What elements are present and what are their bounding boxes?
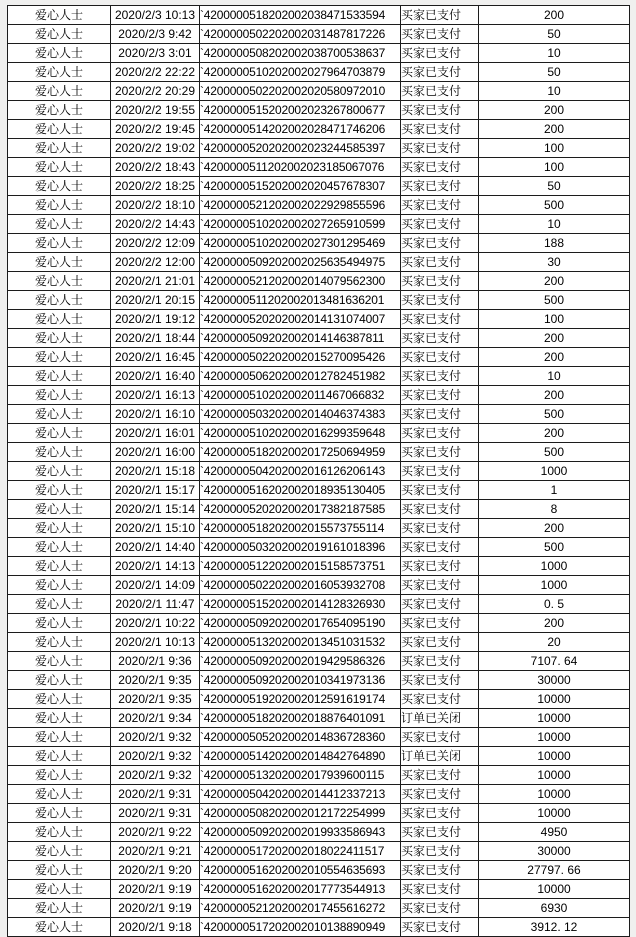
status-cell: 买家已支付	[401, 424, 479, 443]
donor-name-cell: 爱心人士	[8, 443, 111, 462]
status-cell: 买家已支付	[401, 918, 479, 937]
donor-name-cell: 爱心人士	[8, 462, 111, 481]
amount-cell: 10000	[479, 785, 630, 804]
table-row	[8, 766, 630, 785]
table-row	[8, 576, 630, 595]
amount-cell: 4950	[479, 823, 630, 842]
amount-cell: 30	[479, 253, 630, 272]
amount-cell: 200	[479, 272, 630, 291]
datetime-cell: 2020/2/2 20:29	[111, 82, 200, 101]
status-cell: 买家已支付	[401, 234, 479, 253]
status-cell: 买家已支付	[401, 690, 479, 709]
status-cell: 买家已支付	[401, 500, 479, 519]
amount-cell: 1	[479, 481, 630, 500]
table-row	[8, 196, 630, 215]
order-number-cell: `4200000521202002017455616272	[200, 899, 401, 918]
donor-name-cell: 爱心人士	[8, 633, 111, 652]
donor-name-cell: 爱心人士	[8, 6, 111, 25]
amount-cell: 3912. 12	[479, 918, 630, 937]
amount-cell: 30000	[479, 842, 630, 861]
donor-name-cell: 爱心人士	[8, 576, 111, 595]
table-row	[8, 633, 630, 652]
order-number-cell: `4200000510202002027265910599	[200, 215, 401, 234]
donor-name-cell: 爱心人士	[8, 538, 111, 557]
order-number-cell: `4200000504202002014412337213	[200, 785, 401, 804]
datetime-cell: 2020/2/2 12:09	[111, 234, 200, 253]
order-number-cell: `4200000518202002038471533594	[200, 6, 401, 25]
status-cell: 买家已支付	[401, 272, 479, 291]
donor-name-cell: 爱心人士	[8, 196, 111, 215]
amount-cell: 50	[479, 63, 630, 82]
order-number-cell: `4200000510202002016299359648	[200, 424, 401, 443]
table-row	[8, 804, 630, 823]
datetime-cell: 2020/2/3 10:13	[111, 6, 200, 25]
datetime-cell: 2020/2/1 14:13	[111, 557, 200, 576]
table-row	[8, 595, 630, 614]
order-number-cell: `4200000509202002025635494975	[200, 253, 401, 272]
amount-cell: 188	[479, 234, 630, 253]
status-cell: 买家已支付	[401, 367, 479, 386]
amount-cell: 200	[479, 614, 630, 633]
datetime-cell: 2020/2/1 20:15	[111, 291, 200, 310]
status-cell: 买家已支付	[401, 253, 479, 272]
status-cell: 买家已支付	[401, 120, 479, 139]
order-number-cell: `4200000502202002015270095426	[200, 348, 401, 367]
datetime-cell: 2020/2/1 9:22	[111, 823, 200, 842]
datetime-cell: 2020/2/1 9:32	[111, 728, 200, 747]
amount-cell: 500	[479, 291, 630, 310]
status-cell: 买家已支付	[401, 443, 479, 462]
status-cell: 买家已支付	[401, 899, 479, 918]
table-row	[8, 500, 630, 519]
status-cell: 买家已支付	[401, 785, 479, 804]
donor-name-cell: 爱心人士	[8, 291, 111, 310]
donor-name-cell: 爱心人士	[8, 348, 111, 367]
table-row	[8, 462, 630, 481]
datetime-cell: 2020/2/2 14:43	[111, 215, 200, 234]
order-number-cell: `4200000520202002014131074007	[200, 310, 401, 329]
status-cell: 买家已支付	[401, 481, 479, 500]
datetime-cell: 2020/2/1 18:44	[111, 329, 200, 348]
table-row	[8, 405, 630, 424]
datetime-cell: 2020/2/1 9:18	[111, 918, 200, 937]
order-number-cell: `4200000503202002019161018396	[200, 538, 401, 557]
donor-name-cell: 爱心人士	[8, 63, 111, 82]
amount-cell: 500	[479, 196, 630, 215]
status-cell: 买家已支付	[401, 158, 479, 177]
donor-name-cell: 爱心人士	[8, 234, 111, 253]
order-number-cell: `4200000515202002023267800677	[200, 101, 401, 120]
table-row	[8, 348, 630, 367]
datetime-cell: 2020/2/1 15:18	[111, 462, 200, 481]
table-row	[8, 861, 630, 880]
order-number-cell: `4200000516202002017773544913	[200, 880, 401, 899]
status-cell: 买家已支付	[401, 329, 479, 348]
table-row	[8, 538, 630, 557]
donor-name-cell: 爱心人士	[8, 310, 111, 329]
order-number-cell: `4200000509202002017654095190	[200, 614, 401, 633]
datetime-cell: 2020/2/1 9:32	[111, 766, 200, 785]
donor-name-cell: 爱心人士	[8, 120, 111, 139]
amount-cell: 50	[479, 25, 630, 44]
order-number-cell: `4200000518202002017250694959	[200, 443, 401, 462]
donor-name-cell: 爱心人士	[8, 481, 111, 500]
donor-name-cell: 爱心人士	[8, 690, 111, 709]
order-number-cell: `4200000520202002017382187585	[200, 500, 401, 519]
amount-cell: 100	[479, 139, 630, 158]
order-number-cell: `4200000516202002010554635693	[200, 861, 401, 880]
donor-name-cell: 爱心人士	[8, 253, 111, 272]
datetime-cell: 2020/2/1 16:13	[111, 386, 200, 405]
amount-cell: 200	[479, 519, 630, 538]
amount-cell: 200	[479, 120, 630, 139]
amount-cell: 10000	[479, 747, 630, 766]
amount-cell: 1000	[479, 462, 630, 481]
datetime-cell: 2020/2/1 16:00	[111, 443, 200, 462]
order-number-cell: `4200000509202002019429586326	[200, 652, 401, 671]
donor-name-cell: 爱心人士	[8, 823, 111, 842]
datetime-cell: 2020/2/1 9:36	[111, 652, 200, 671]
datetime-cell: 2020/2/2 18:43	[111, 158, 200, 177]
table-row	[8, 823, 630, 842]
table-row	[8, 177, 630, 196]
donor-name-cell: 爱心人士	[8, 652, 111, 671]
order-number-cell: `4200000514202002028471746206	[200, 120, 401, 139]
datetime-cell: 2020/2/2 18:25	[111, 177, 200, 196]
amount-cell: 27797. 66	[479, 861, 630, 880]
order-number-cell: `4200000518202002015573755114	[200, 519, 401, 538]
datetime-cell: 2020/2/3 9:42	[111, 25, 200, 44]
table-row	[8, 481, 630, 500]
datetime-cell: 2020/2/1 14:09	[111, 576, 200, 595]
status-cell: 买家已支付	[401, 139, 479, 158]
order-number-cell: `4200000516202002018935130405	[200, 481, 401, 500]
amount-cell: 10	[479, 367, 630, 386]
status-cell: 买家已支付	[401, 652, 479, 671]
order-number-cell: `4200000511202002023185067076	[200, 158, 401, 177]
donor-name-cell: 爱心人士	[8, 861, 111, 880]
datetime-cell: 2020/2/3 3:01	[111, 44, 200, 63]
status-cell: 买家已支付	[401, 310, 479, 329]
status-cell: 买家已支付	[401, 614, 479, 633]
status-cell: 买家已支付	[401, 728, 479, 747]
amount-cell: 10000	[479, 728, 630, 747]
donor-name-cell: 爱心人士	[8, 557, 111, 576]
order-number-cell: `4200000520202002023244585397	[200, 139, 401, 158]
donor-name-cell: 爱心人士	[8, 785, 111, 804]
datetime-cell: 2020/2/1 9:35	[111, 690, 200, 709]
amount-cell: 500	[479, 538, 630, 557]
datetime-cell: 2020/2/1 9:21	[111, 842, 200, 861]
status-cell: 买家已支付	[401, 177, 479, 196]
datetime-cell: 2020/2/1 9:34	[111, 709, 200, 728]
amount-cell: 100	[479, 310, 630, 329]
amount-cell: 30000	[479, 671, 630, 690]
table-row	[8, 44, 630, 63]
datetime-cell: 2020/2/1 19:12	[111, 310, 200, 329]
status-cell: 买家已支付	[401, 291, 479, 310]
amount-cell: 100	[479, 158, 630, 177]
amount-cell: 6930	[479, 899, 630, 918]
order-number-cell: `4200000504202002016126206143	[200, 462, 401, 481]
donation-table-body	[8, 6, 630, 937]
status-cell: 买家已支付	[401, 766, 479, 785]
order-number-cell: `4200000505202002014836728360	[200, 728, 401, 747]
order-number-cell: `4200000514202002014842764890	[200, 747, 401, 766]
status-cell: 买家已支付	[401, 405, 479, 424]
table-row	[8, 291, 630, 310]
status-cell: 买家已支付	[401, 595, 479, 614]
donor-name-cell: 爱心人士	[8, 614, 111, 633]
status-cell: 买家已支付	[401, 386, 479, 405]
table-row	[8, 253, 630, 272]
status-cell: 买家已支付	[401, 101, 479, 120]
donor-name-cell: 爱心人士	[8, 101, 111, 120]
datetime-cell: 2020/2/1 15:10	[111, 519, 200, 538]
table-row	[8, 728, 630, 747]
status-cell: 买家已支付	[401, 842, 479, 861]
datetime-cell: 2020/2/1 14:40	[111, 538, 200, 557]
amount-cell: 200	[479, 386, 630, 405]
status-cell: 买家已支付	[401, 804, 479, 823]
table-row	[8, 63, 630, 82]
order-number-cell: `4200000521202002014079562300	[200, 272, 401, 291]
datetime-cell: 2020/2/1 16:10	[111, 405, 200, 424]
amount-cell: 500	[479, 443, 630, 462]
status-cell: 买家已支付	[401, 576, 479, 595]
datetime-cell: 2020/2/2 22:22	[111, 63, 200, 82]
amount-cell: 200	[479, 6, 630, 25]
donor-name-cell: 爱心人士	[8, 82, 111, 101]
donor-name-cell: 爱心人士	[8, 177, 111, 196]
datetime-cell: 2020/2/1 11:47	[111, 595, 200, 614]
donor-name-cell: 爱心人士	[8, 386, 111, 405]
donor-name-cell: 爱心人士	[8, 405, 111, 424]
amount-cell: 50	[479, 177, 630, 196]
donation-records-table	[7, 5, 630, 937]
donor-name-cell: 爱心人士	[8, 804, 111, 823]
status-cell: 买家已支付	[401, 6, 479, 25]
table-row	[8, 329, 630, 348]
status-cell: 买家已支付	[401, 44, 479, 63]
status-cell: 买家已支付	[401, 633, 479, 652]
datetime-cell: 2020/2/2 19:55	[111, 101, 200, 120]
table-row	[8, 443, 630, 462]
order-number-cell: `4200000513202002013451031532	[200, 633, 401, 652]
order-number-cell: `4200000511202002013481636201	[200, 291, 401, 310]
table-row	[8, 424, 630, 443]
table-row	[8, 880, 630, 899]
order-number-cell: `4200000502202002016053932708	[200, 576, 401, 595]
table-row	[8, 652, 630, 671]
status-cell: 买家已支付	[401, 519, 479, 538]
datetime-cell: 2020/2/1 9:20	[111, 861, 200, 880]
status-cell: 买家已支付	[401, 823, 479, 842]
amount-cell: 200	[479, 101, 630, 120]
status-cell: 订单已关闭	[401, 747, 479, 766]
table-row	[8, 215, 630, 234]
datetime-cell: 2020/2/1 9:19	[111, 880, 200, 899]
status-cell: 买家已支付	[401, 82, 479, 101]
order-number-cell: `4200000508202002038700538637	[200, 44, 401, 63]
table-row	[8, 690, 630, 709]
amount-cell: 500	[479, 405, 630, 424]
amount-cell: 1000	[479, 557, 630, 576]
donor-name-cell: 爱心人士	[8, 880, 111, 899]
amount-cell: 7107. 64	[479, 652, 630, 671]
table-row	[8, 386, 630, 405]
datetime-cell: 2020/2/1 16:45	[111, 348, 200, 367]
table-row	[8, 709, 630, 728]
amount-cell: 10000	[479, 880, 630, 899]
datetime-cell: 2020/2/1 10:22	[111, 614, 200, 633]
datetime-cell: 2020/2/1 9:31	[111, 804, 200, 823]
status-cell: 买家已支付	[401, 538, 479, 557]
amount-cell: 200	[479, 424, 630, 443]
amount-cell: 20	[479, 633, 630, 652]
donor-name-cell: 爱心人士	[8, 424, 111, 443]
amount-cell: 200	[479, 348, 630, 367]
order-number-cell: `4200000510202002027301295469	[200, 234, 401, 253]
amount-cell: 0. 5	[479, 595, 630, 614]
donor-name-cell: 爱心人士	[8, 25, 111, 44]
order-number-cell: `4200000518202002018876401091	[200, 709, 401, 728]
table-row	[8, 139, 630, 158]
table-row	[8, 785, 630, 804]
table-row	[8, 310, 630, 329]
amount-cell: 200	[479, 329, 630, 348]
table-row	[8, 671, 630, 690]
order-number-cell: `4200000512202002015158573751	[200, 557, 401, 576]
donor-name-cell: 爱心人士	[8, 709, 111, 728]
status-cell: 订单已关闭	[401, 709, 479, 728]
datetime-cell: 2020/2/2 18:10	[111, 196, 200, 215]
amount-cell: 1000	[479, 576, 630, 595]
datetime-cell: 2020/2/1 10:13	[111, 633, 200, 652]
order-number-cell: `4200000502202002020580972010	[200, 82, 401, 101]
donor-name-cell: 爱心人士	[8, 329, 111, 348]
status-cell: 买家已支付	[401, 348, 479, 367]
order-number-cell: `4200000515202002014128326930	[200, 595, 401, 614]
datetime-cell: 2020/2/1 16:01	[111, 424, 200, 443]
amount-cell: 8	[479, 500, 630, 519]
datetime-cell: 2020/2/2 19:45	[111, 120, 200, 139]
amount-cell: 10	[479, 215, 630, 234]
amount-cell: 10000	[479, 766, 630, 785]
donor-name-cell: 爱心人士	[8, 899, 111, 918]
order-number-cell: `4200000510202002027964703879	[200, 63, 401, 82]
table-row	[8, 614, 630, 633]
order-number-cell: `4200000509202002010341973136	[200, 671, 401, 690]
order-number-cell: `4200000515202002020457678307	[200, 177, 401, 196]
order-number-cell: `4200000517202002010138890949	[200, 918, 401, 937]
datetime-cell: 2020/2/1 16:40	[111, 367, 200, 386]
donor-name-cell: 爱心人士	[8, 519, 111, 538]
datetime-cell: 2020/2/1 9:35	[111, 671, 200, 690]
amount-cell: 10000	[479, 690, 630, 709]
status-cell: 买家已支付	[401, 196, 479, 215]
datetime-cell: 2020/2/1 15:14	[111, 500, 200, 519]
order-number-cell: `4200000503202002014046374383	[200, 405, 401, 424]
donor-name-cell: 爱心人士	[8, 272, 111, 291]
order-number-cell: `4200000506202002012782451982	[200, 367, 401, 386]
status-cell: 买家已支付	[401, 215, 479, 234]
table-row	[8, 918, 630, 937]
order-number-cell: `4200000509202002014146387811	[200, 329, 401, 348]
donation-table-container	[7, 5, 630, 937]
status-cell: 买家已支付	[401, 671, 479, 690]
status-cell: 买家已支付	[401, 25, 479, 44]
status-cell: 买家已支付	[401, 63, 479, 82]
donor-name-cell: 爱心人士	[8, 842, 111, 861]
status-cell: 买家已支付	[401, 557, 479, 576]
status-cell: 买家已支付	[401, 861, 479, 880]
datetime-cell: 2020/2/1 9:32	[111, 747, 200, 766]
datetime-cell: 2020/2/1 9:19	[111, 899, 200, 918]
table-row	[8, 557, 630, 576]
order-number-cell: `4200000508202002012172254999	[200, 804, 401, 823]
donor-name-cell: 爱心人士	[8, 215, 111, 234]
donor-name-cell: 爱心人士	[8, 747, 111, 766]
amount-cell: 10	[479, 44, 630, 63]
table-row	[8, 158, 630, 177]
table-row	[8, 842, 630, 861]
status-cell: 买家已支付	[401, 462, 479, 481]
datetime-cell: 2020/2/1 15:17	[111, 481, 200, 500]
order-number-cell: `4200000510202002011467066832	[200, 386, 401, 405]
table-row	[8, 747, 630, 766]
table-row	[8, 120, 630, 139]
donor-name-cell: 爱心人士	[8, 595, 111, 614]
table-row	[8, 82, 630, 101]
datetime-cell: 2020/2/2 12:00	[111, 253, 200, 272]
amount-cell: 10000	[479, 804, 630, 823]
order-number-cell: `4200000509202002019933586943	[200, 823, 401, 842]
donor-name-cell: 爱心人士	[8, 44, 111, 63]
donor-name-cell: 爱心人士	[8, 918, 111, 937]
table-row	[8, 519, 630, 538]
datetime-cell: 2020/2/1 21:01	[111, 272, 200, 291]
amount-cell: 10000	[479, 709, 630, 728]
table-row	[8, 6, 630, 25]
amount-cell: 10	[479, 82, 630, 101]
order-number-cell: `4200000502202002031487817226	[200, 25, 401, 44]
donor-name-cell: 爱心人士	[8, 728, 111, 747]
table-row	[8, 272, 630, 291]
donor-name-cell: 爱心人士	[8, 766, 111, 785]
order-number-cell: `4200000521202002022929855596	[200, 196, 401, 215]
datetime-cell: 2020/2/1 9:31	[111, 785, 200, 804]
table-row	[8, 234, 630, 253]
status-cell: 买家已支付	[401, 880, 479, 899]
order-number-cell: `4200000513202002017939600115	[200, 766, 401, 785]
table-row	[8, 899, 630, 918]
donor-name-cell: 爱心人士	[8, 671, 111, 690]
donor-name-cell: 爱心人士	[8, 500, 111, 519]
order-number-cell: `4200000519202002012591619174	[200, 690, 401, 709]
datetime-cell: 2020/2/2 19:02	[111, 139, 200, 158]
donor-name-cell: 爱心人士	[8, 139, 111, 158]
table-row	[8, 101, 630, 120]
table-row	[8, 367, 630, 386]
donor-name-cell: 爱心人士	[8, 158, 111, 177]
table-row	[8, 25, 630, 44]
donor-name-cell: 爱心人士	[8, 367, 111, 386]
order-number-cell: `4200000517202002018022411517	[200, 842, 401, 861]
